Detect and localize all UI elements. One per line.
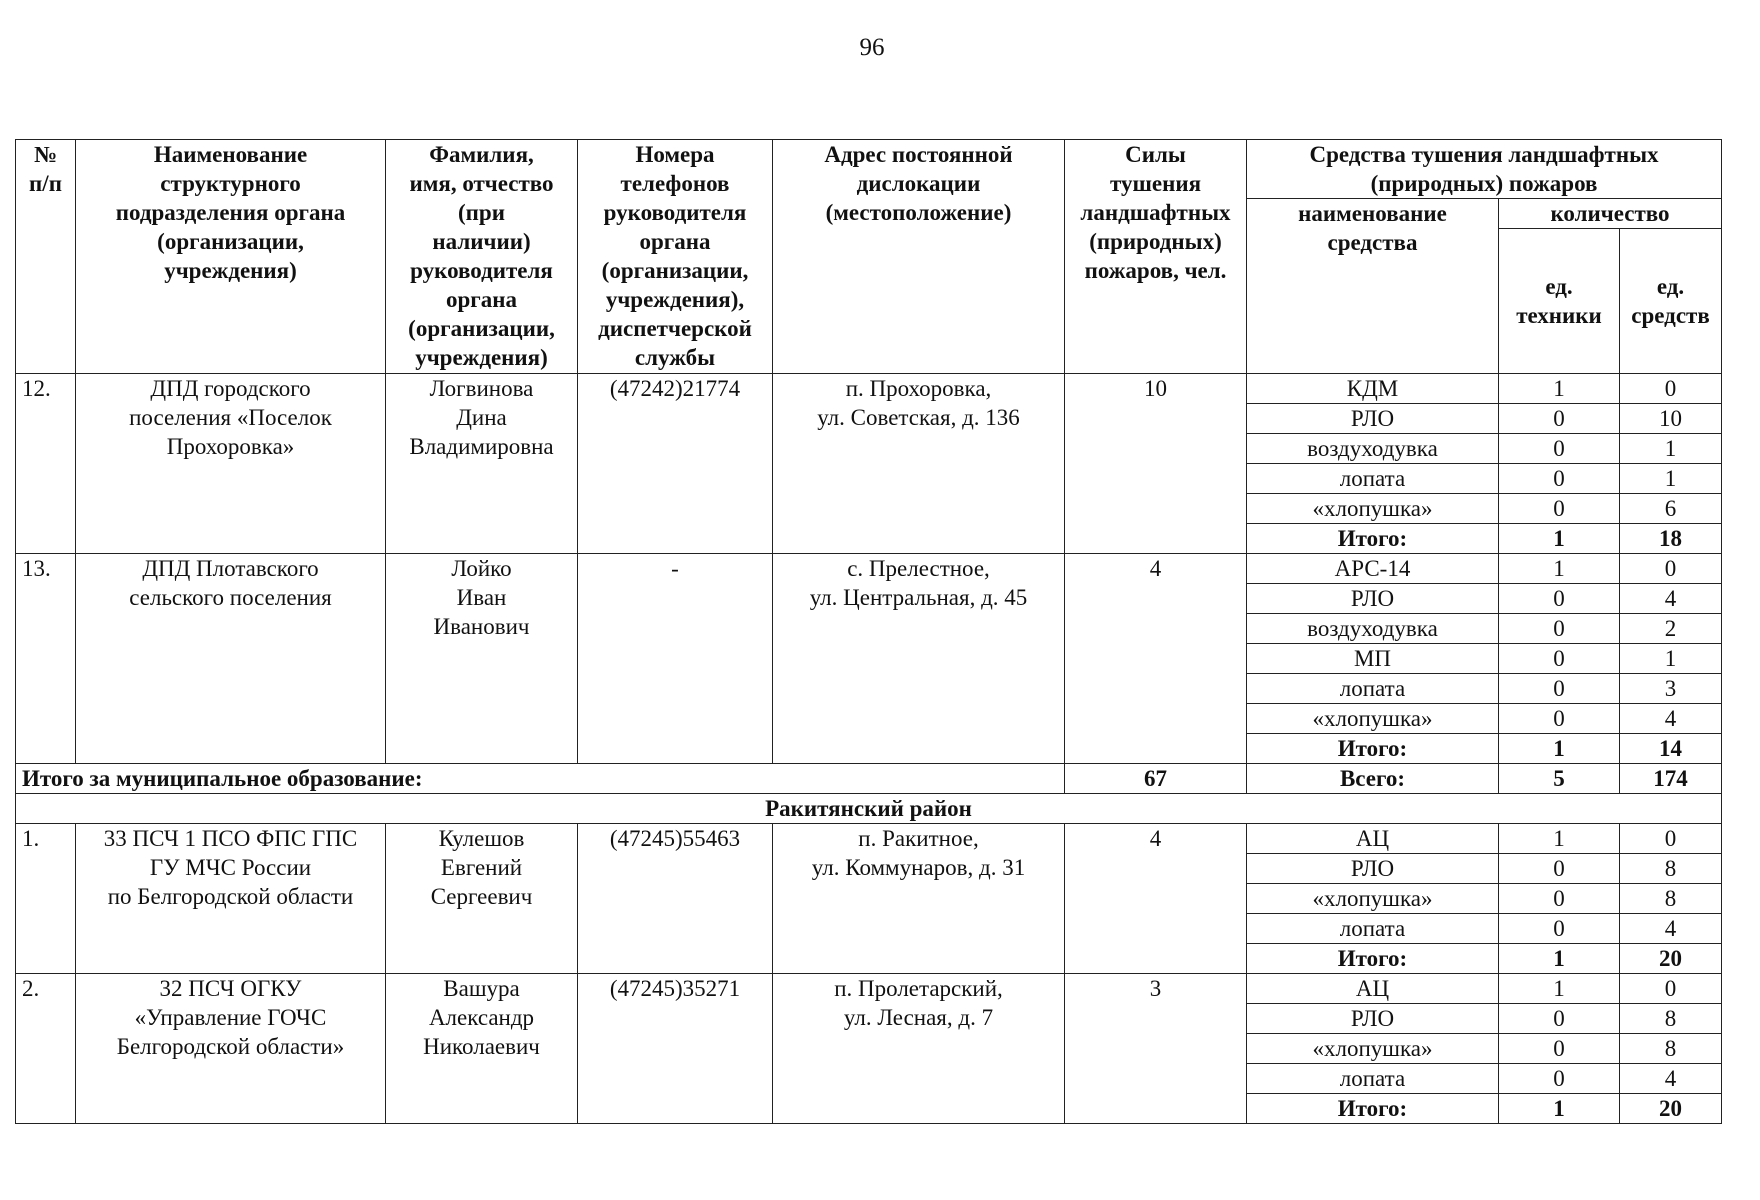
municipal-total-section — [16, 764, 1722, 824]
qty-means: 4 — [1620, 1064, 1722, 1094]
address: п. Прохоровка, ул. Советская, д. 136 — [773, 374, 1065, 554]
means-name: АЦ — [1247, 974, 1499, 1004]
table-body-rakityansky — [16, 824, 1722, 1124]
qty-tech: 0 — [1499, 704, 1620, 734]
table-row — [16, 554, 1722, 584]
means-name: лопата — [1247, 674, 1499, 704]
means-name: КДМ — [1247, 374, 1499, 404]
municipal-total-tech: 5 — [1499, 764, 1620, 794]
unit-name: 32 ПСЧ ОГКУ «Управление ГОЧС Белгородской области» — [76, 974, 386, 1124]
address: с. Прелестное, ул. Центральная, д. 45 — [773, 554, 1065, 764]
means-name: МП — [1247, 644, 1499, 674]
qty-means: 10 — [1620, 404, 1722, 434]
header-means-name: наименование средства — [1247, 199, 1499, 374]
header-forces: Силы тушения ландшафтных (природных) пожаров, чел. — [1065, 140, 1247, 374]
qty-tech: 0 — [1499, 464, 1620, 494]
phone-number: (47245)35271 — [578, 974, 773, 1124]
qty-means: 6 — [1620, 494, 1722, 524]
forces-count: 4 — [1065, 554, 1247, 764]
total-means: 20 — [1620, 944, 1722, 974]
qty-tech: 0 — [1499, 434, 1620, 464]
means-name: РЛО — [1247, 404, 1499, 434]
qty-tech: 1 — [1499, 374, 1620, 404]
table-body-prokhorovka — [16, 374, 1722, 764]
qty-means: 3 — [1620, 674, 1722, 704]
municipal-total-name: Всего: — [1247, 764, 1499, 794]
total-means: 14 — [1620, 734, 1722, 764]
district-name: Ракитянский район — [16, 794, 1722, 824]
header-head: Фамилия, имя, отчество (при наличии) руководителя органа (организации, учреждения) — [386, 140, 578, 374]
phone-number: (47245)55463 — [578, 824, 773, 974]
qty-tech: 0 — [1499, 1004, 1620, 1034]
qty-means: 0 — [1620, 824, 1722, 854]
means-name: воздуходувка — [1247, 434, 1499, 464]
qty-means: 8 — [1620, 1004, 1722, 1034]
qty-means: 4 — [1620, 584, 1722, 614]
qty-tech: 0 — [1499, 644, 1620, 674]
means-name: «хлопушка» — [1247, 1034, 1499, 1064]
qty-means: 1 — [1620, 644, 1722, 674]
header-address: Адрес постоянной дислокации (местоположение) — [773, 140, 1065, 374]
header-means: Средства тушения ландшафтных (природных) пожаров — [1247, 140, 1722, 199]
head-name: Лойко Иван Иванович — [386, 554, 578, 764]
municipal-total-row — [16, 764, 1722, 794]
table-row — [16, 824, 1722, 854]
qty-means: 4 — [1620, 914, 1722, 944]
total-label: Итого: — [1247, 1094, 1499, 1124]
header-quantity: количество — [1499, 199, 1722, 229]
qty-tech: 0 — [1499, 584, 1620, 614]
total-means: 18 — [1620, 524, 1722, 554]
forces-count: 10 — [1065, 374, 1247, 554]
total-tech: 1 — [1499, 734, 1620, 764]
means-name: АЦ — [1247, 824, 1499, 854]
page-number: 96 — [859, 34, 885, 61]
qty-means: 0 — [1620, 554, 1722, 584]
row-number: 2. — [16, 974, 76, 1124]
table-header — [16, 140, 1722, 374]
total-tech: 1 — [1499, 524, 1620, 554]
fire-resources-table — [15, 139, 1722, 1124]
total-means: 20 — [1620, 1094, 1722, 1124]
qty-means: 2 — [1620, 614, 1722, 644]
qty-means: 1 — [1620, 464, 1722, 494]
means-name: лопата — [1247, 914, 1499, 944]
address: п. Ракитное, ул. Коммунаров, д. 31 — [773, 824, 1065, 974]
qty-tech: 0 — [1499, 404, 1620, 434]
means-name: «хлопушка» — [1247, 704, 1499, 734]
qty-means: 8 — [1620, 884, 1722, 914]
table-row — [16, 974, 1722, 1004]
means-name: воздуходувка — [1247, 614, 1499, 644]
qty-means: 8 — [1620, 1034, 1722, 1064]
qty-tech: 0 — [1499, 854, 1620, 884]
means-name: АРС-14 — [1247, 554, 1499, 584]
header-qty-tech: ед. техники — [1499, 229, 1620, 374]
header-phones: Номера телефонов руководителя органа (организации, учреждения), диспетчерской службы — [578, 140, 773, 374]
forces-count: 4 — [1065, 824, 1247, 974]
unit-name: ДПД Плотавского сельского поселения — [76, 554, 386, 764]
qty-tech: 0 — [1499, 884, 1620, 914]
total-tech: 1 — [1499, 1094, 1620, 1124]
total-tech: 1 — [1499, 944, 1620, 974]
total-label: Итого: — [1247, 944, 1499, 974]
qty-means: 1 — [1620, 434, 1722, 464]
head-name: Вашура Александр Николаевич — [386, 974, 578, 1124]
means-name: «хлопушка» — [1247, 494, 1499, 524]
means-name: лопата — [1247, 1064, 1499, 1094]
means-name: лопата — [1247, 464, 1499, 494]
municipal-total-forces: 67 — [1065, 764, 1247, 794]
forces-count: 3 — [1065, 974, 1247, 1124]
total-label: Итого: — [1247, 524, 1499, 554]
qty-tech: 1 — [1499, 974, 1620, 1004]
total-label: Итого: — [1247, 734, 1499, 764]
district-row — [16, 794, 1722, 824]
qty-tech: 0 — [1499, 1034, 1620, 1064]
unit-name: ДПД городского поселения «Поселок Прохоровка» — [76, 374, 386, 554]
header-qty-means: ед. средств — [1620, 229, 1722, 374]
qty-means: 0 — [1620, 974, 1722, 1004]
qty-tech: 0 — [1499, 914, 1620, 944]
means-name: РЛО — [1247, 854, 1499, 884]
row-number: 13. — [16, 554, 76, 764]
phone-number: - — [578, 554, 773, 764]
municipal-total-label: Итого за муниципальное образование: — [16, 764, 1065, 794]
head-name: Логвинова Дина Владимировна — [386, 374, 578, 554]
means-name: РЛО — [1247, 1004, 1499, 1034]
qty-tech: 0 — [1499, 494, 1620, 524]
qty-tech: 1 — [1499, 554, 1620, 584]
means-name: РЛО — [1247, 584, 1499, 614]
head-name: Кулешов Евгений Сергеевич — [386, 824, 578, 974]
phone-number: (47242)21774 — [578, 374, 773, 554]
qty-means: 0 — [1620, 374, 1722, 404]
qty-means: 4 — [1620, 704, 1722, 734]
means-name: «хлопушка» — [1247, 884, 1499, 914]
table-row — [16, 374, 1722, 404]
row-number: 12. — [16, 374, 76, 554]
qty-tech: 0 — [1499, 674, 1620, 704]
qty-tech: 0 — [1499, 1064, 1620, 1094]
row-number: 1. — [16, 824, 76, 974]
qty-tech: 1 — [1499, 824, 1620, 854]
header-unit: Наименование структурного подразделения органа (организации, учреждения) — [76, 140, 386, 374]
address: п. Пролетарский, ул. Лесная, д. 7 — [773, 974, 1065, 1124]
municipal-total-means: 174 — [1620, 764, 1722, 794]
qty-tech: 0 — [1499, 614, 1620, 644]
qty-means: 8 — [1620, 854, 1722, 884]
header-num: № п/п — [16, 140, 76, 374]
unit-name: 33 ПСЧ 1 ПСО ФПС ГПС ГУ МЧС России по Белгородской области — [76, 824, 386, 974]
